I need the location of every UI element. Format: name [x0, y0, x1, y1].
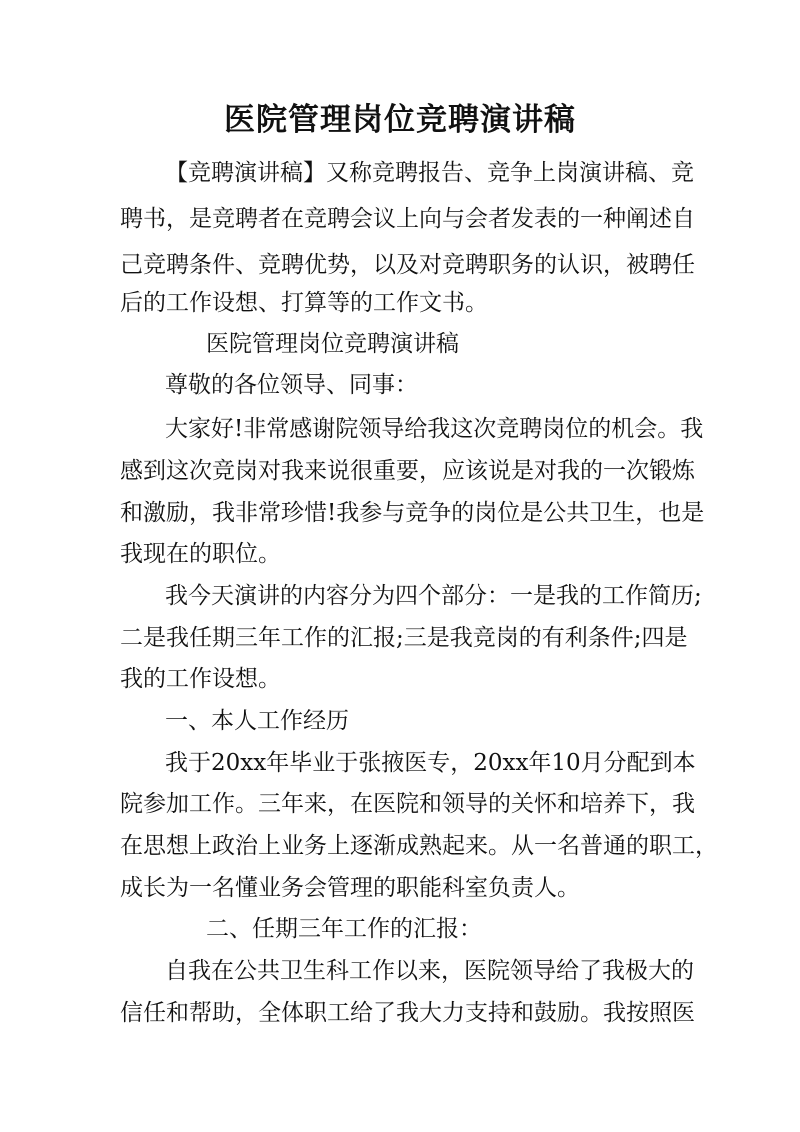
section-heading-2: 二、任期三年工作的汇报：: [206, 916, 482, 942]
para3-line-4: 成长为一名懂业务会管理的职能科室负责人。: [120, 875, 580, 901]
document-title: 医院管理岗位竞聘演讲稿: [224, 102, 576, 138]
para3-line-1: 我于20xx年毕业于张掖医专，20xx年10月分配到本: [165, 750, 696, 776]
para1-line-4: 我现在的职位。: [120, 541, 281, 567]
intro-line-2: 聘书，是竞聘者在竞聘会议上向与会者发表的一种阐述自: [120, 206, 695, 232]
para4-line-1: 自我在公共卫生科工作以来，医院领导给了我极大的: [165, 958, 694, 984]
para4-line-2: 信任和帮助，全体职工给了我大力支持和鼓励。我按照医: [120, 1000, 695, 1026]
para2-line-2: 二是我任期三年工作的汇报;三是我竞岗的有利条件;四是: [120, 625, 688, 651]
intro-line-4: 后的工作设想、打算等的工作文书。: [120, 290, 488, 316]
para1-line-2: 感到这次竞岗对我来说很重要，应该说是对我的一次锻炼: [120, 458, 695, 484]
intro-line-3: 己竞聘条件、竞聘优势，以及对竞聘职务的认识，被聘任: [120, 252, 695, 278]
section-heading-1: 一、本人工作经历: [165, 708, 349, 734]
para1-line-3: 和激励，我非常珍惜!我参与竞争的岗位是公共卫生，也是: [120, 500, 705, 526]
speech-subtitle: 医院管理岗位竞聘演讲稿: [206, 331, 459, 357]
para2-line-3: 我的工作设想。: [120, 666, 281, 692]
para3-line-3: 在思想上政治上业务上逐渐成熟起来。从一名普通的职工，: [120, 833, 718, 859]
para1-line-1: 大家好!非常感谢院领导给我这次竞聘岗位的机会。我: [165, 416, 704, 442]
salutation: 尊敬的各位领导、同事：: [165, 372, 418, 398]
para2-line-1: 我今天演讲的内容分为四个部分：一是我的工作简历;: [165, 583, 702, 609]
intro-line-1: 【竞聘演讲稿】又称竞聘报告、竞争上岗演讲稿、竞: [165, 160, 694, 186]
para3-line-2: 院参加工作。三年来，在医院和领导的关怀和培养下，我: [120, 791, 695, 817]
